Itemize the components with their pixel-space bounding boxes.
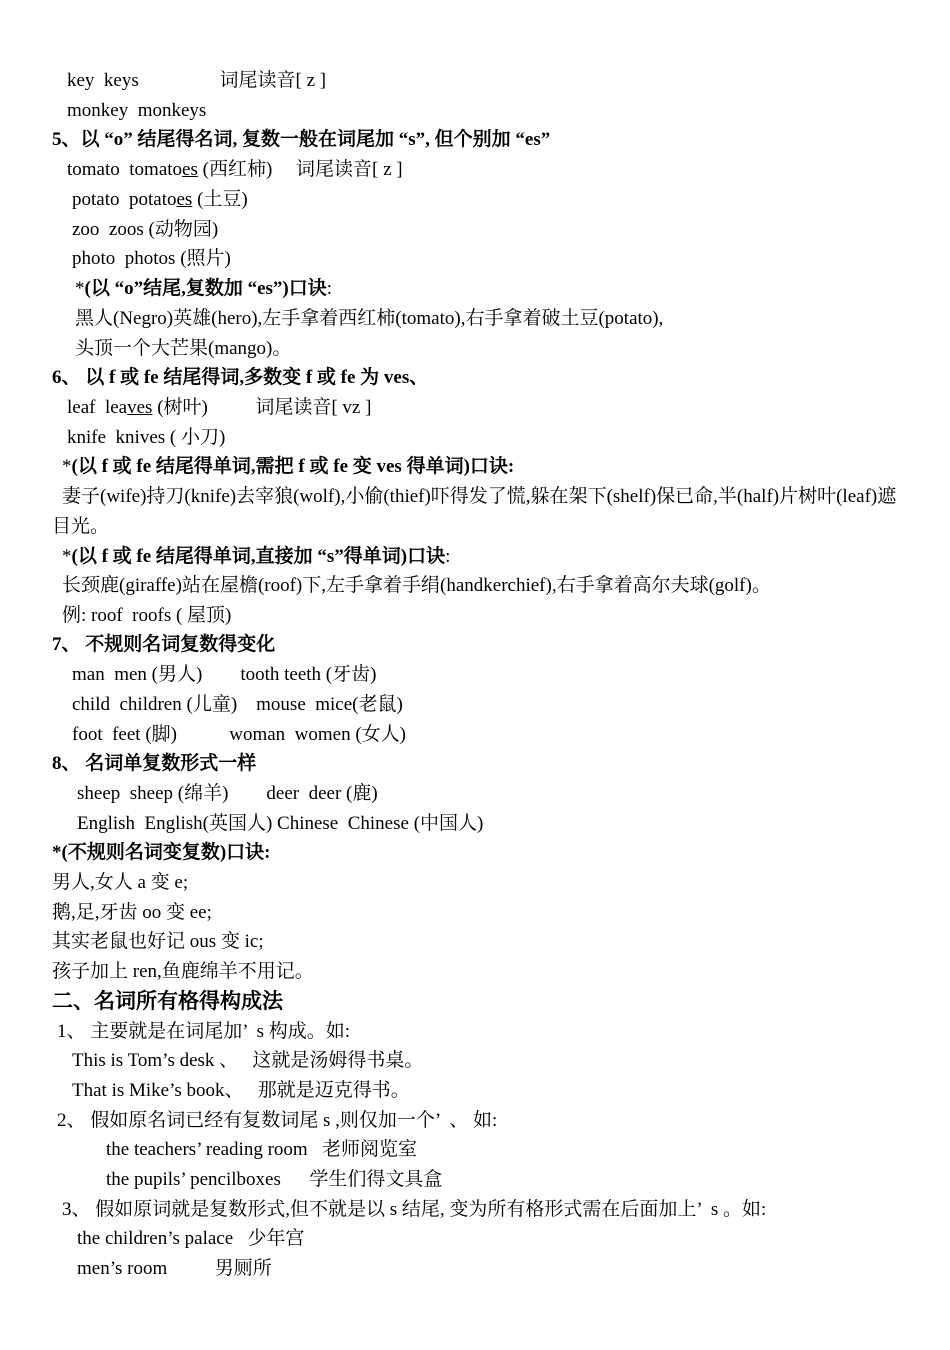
example-tomato-tomatoes: tomato tomatoes (西红柿) 词尾读音[ z ] bbox=[67, 159, 403, 180]
mnemonic-ves-heading: *(以 f 或 fe 结尾得单词,需把 f 或 fe 变 ves 得单词)口诀: bbox=[62, 456, 515, 477]
rule-7-heading: 7、 不规则名词复数得变化 bbox=[52, 634, 276, 655]
possessive-example-2: That is Mike’s book、 那就是迈克得书。 bbox=[72, 1080, 410, 1101]
same-form-row-2: English English(英国人) Chinese Chinese (中国人) bbox=[77, 813, 484, 834]
example-zoo-zoos: zoo zoos (动物园) bbox=[72, 219, 219, 240]
possessive-rule-2: 2、 假如原名词已经有复数词尾 s ,则仅加一个’ 、 如: bbox=[57, 1110, 498, 1131]
mnemonic-irregular-line-3: 其实老鼠也好记 ous 变 ic; bbox=[52, 931, 264, 952]
possessive-rule-3: 3、 假如原词就是复数形式,但不就是以 s 结尾, 变为所有格形式需在后面加上’ s 。如: bbox=[62, 1199, 767, 1220]
possessive-example-5: the children’s palace 少年宫 bbox=[77, 1228, 305, 1249]
mnemonic-s-text: 长颈鹿(giraffe)站在屋檐(roof)下,左手拿着手绢(handkerchief),右手拿着高尔夫球(golf)。 bbox=[62, 575, 771, 596]
mnemonic-ves-text: 妻子(wife)持刀(knife)去宰狼(wolf),小偷(thief)吓得发了慌,躲在架下(shelf)保已命,半(half)片树叶(leaf)遮目光。 bbox=[52, 486, 897, 537]
mnemonic-irregular-line-2: 鹅,足,牙齿 oo 变 ee; bbox=[52, 902, 212, 923]
example-potato-potatoes: potato potatoes (土豆) bbox=[72, 189, 248, 210]
mnemonic-irregular-line-4: 孩子加上 ren,鱼鹿绵羊不用记。 bbox=[52, 961, 314, 982]
irregular-row-3: foot feet (脚) woman women (女人) bbox=[72, 724, 407, 745]
possessive-example-6: men’s room 男厕所 bbox=[77, 1258, 272, 1279]
mnemonic-irregular-line-1: 男人,女人 a 变 e; bbox=[52, 872, 189, 893]
mnemonic-o-heading: *(以 “o”结尾,复数加 “es”)口诀: bbox=[75, 278, 333, 299]
mnemonic-o-line-1: 黑人(Negro)英雄(hero),左手拿着西红柿(tomato),右手拿着破土豆(potato), bbox=[75, 308, 664, 329]
irregular-row-1: man men (男人) tooth teeth (牙齿) bbox=[72, 664, 377, 685]
rule-5-heading: 5、以 “o” 结尾得名词, 复数一般在词尾加 “s”, 但个别加 “es” bbox=[52, 129, 551, 150]
same-form-row-1: sheep sheep (绵羊) deer deer (鹿) bbox=[77, 783, 378, 804]
possessive-example-1: This is Tom’s desk 、 这就是汤姆得书桌。 bbox=[72, 1050, 424, 1071]
possessive-example-3: the teachers’ reading room 老师阅览室 bbox=[106, 1139, 417, 1160]
rule-8-heading: 8、 名词单复数形式一样 bbox=[52, 753, 257, 774]
mnemonic-s-heading: *(以 f 或 fe 结尾得单词,直接加 “s”得单词)口诀: bbox=[62, 546, 451, 567]
example-knife-knives: knife knives ( 小刀) bbox=[67, 427, 226, 448]
example-leaf-leaves: leaf leaves (树叶) 词尾读音[ vz ] bbox=[67, 397, 372, 418]
mnemonic-o-line-2: 头顶一个大芒果(mango)。 bbox=[75, 338, 292, 359]
possessive-example-4: the pupils’ pencilboxes 学生们得文具盒 bbox=[106, 1169, 443, 1190]
irregular-row-2: child children (儿童) mouse mice(老鼠) bbox=[72, 694, 403, 715]
example-roof-roofs: 例: roof roofs ( 屋顶) bbox=[62, 605, 232, 626]
example-monkey-monkeys: monkey monkeys bbox=[67, 100, 207, 121]
example-photo-photos: photo photos (照片) bbox=[72, 248, 231, 269]
rule-6-heading: 6、 以 f 或 fe 结尾得词,多数变 f 或 fe 为 ves、 bbox=[52, 367, 429, 388]
example-key-keys: key keys 词尾读音[ z ] bbox=[67, 70, 327, 91]
possessive-rule-1: 1、 主要就是在词尾加’ s 构成。如: bbox=[57, 1021, 351, 1042]
section-2-heading: 二、名词所有格得构成法 bbox=[52, 989, 283, 1013]
mnemonic-irregular-heading: *(不规则名词变复数)口诀: bbox=[52, 842, 271, 863]
